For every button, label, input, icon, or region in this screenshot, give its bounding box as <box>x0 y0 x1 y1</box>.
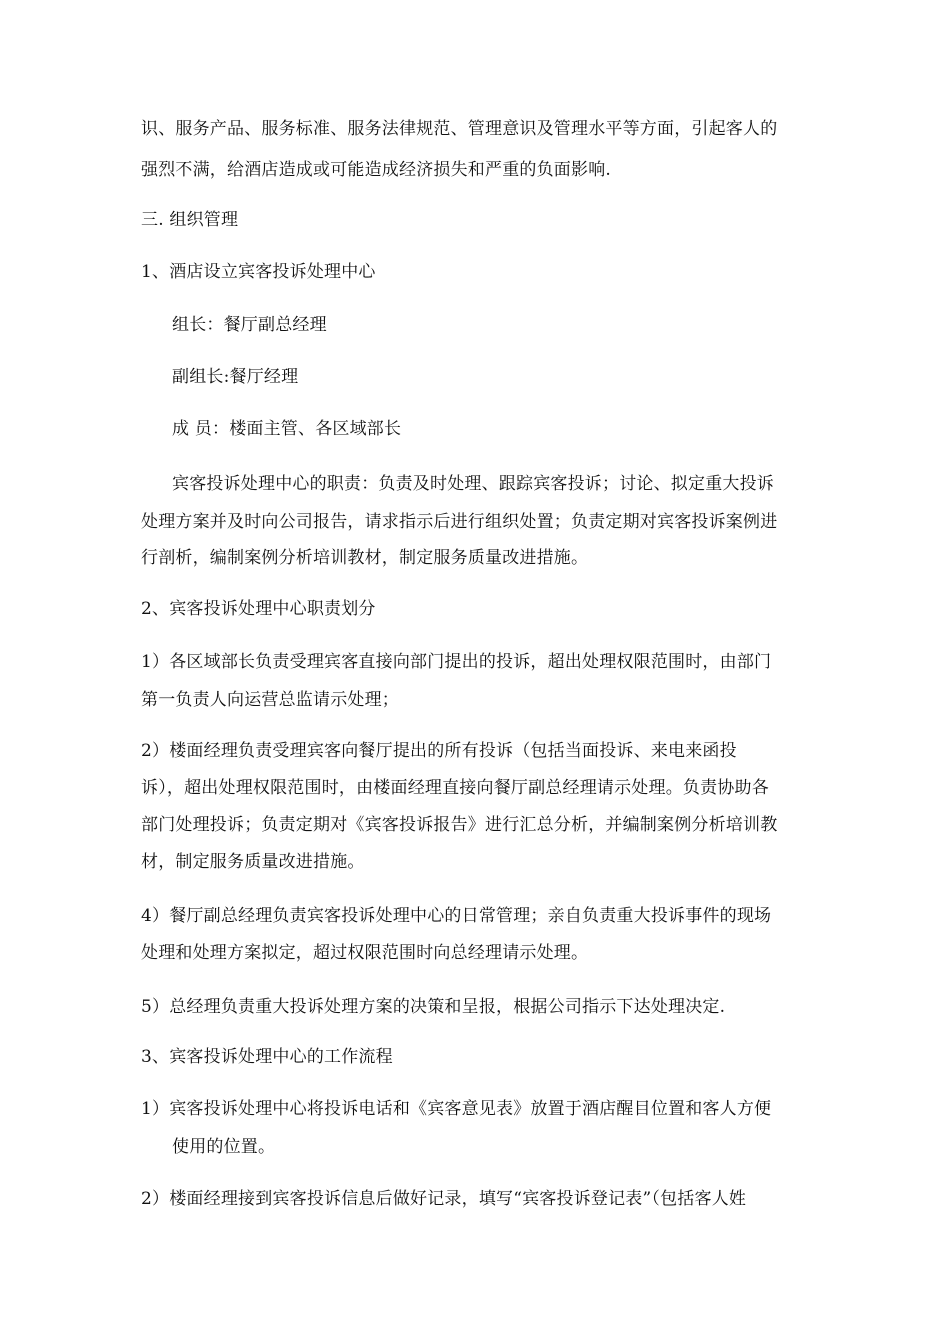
text-line: 第一负责人向运营总监请示处理； <box>141 690 399 710</box>
text-line: 处理方案并及时向公司报告，请求指示后进行组织处置；负责定期对宾客投诉案例进 <box>141 512 778 532</box>
text-line: 2）楼面经理接到宾客投诉信息后做好记录，填写“宾客投诉登记表”（包括客人姓 <box>141 1189 747 1209</box>
subsection-heading: 1、酒店设立宾客投诉处理中心 <box>141 262 376 282</box>
text-line: 5）总经理负责重大投诉处理方案的决策和呈报，根据公司指示下达处理决定. <box>141 997 726 1017</box>
text-line: 4）餐厅副总经理负责宾客投诉处理中心的日常管理；亲自负责重大投诉事件的现场 <box>141 906 772 926</box>
text-line: 强烈不满，给酒店造成或可能造成经济损失和严重的负面影响. <box>141 160 612 180</box>
subsection-heading: 2、宾客投诉处理中心职责划分 <box>141 599 376 619</box>
text-line: 宾客投诉处理中心的职责：负责及时处理、跟踪宾客投诉；讨论、拟定重大投诉 <box>172 474 774 494</box>
text-line: 1）宾客投诉处理中心将投诉电话和《宾客意见表》放置于酒店醒目位置和客人方便 <box>141 1099 772 1119</box>
text-line: 使用的位置。 <box>172 1137 276 1157</box>
text-line: 2）楼面经理负责受理宾客向餐厅提出的所有投诉（包括当面投诉、来电来函投 <box>141 741 737 761</box>
text-line: 材，制定服务质量改进措施。 <box>141 852 365 872</box>
text-line: 1）各区域部长负责受理宾客直接向部门提出的投诉，超出处理权限范围时，由部门 <box>141 652 772 672</box>
text-line: 处理和处理方案拟定，超过权限范围时向总经理请示处理。 <box>141 943 589 963</box>
section-heading: 三. 组织管理 <box>141 210 239 230</box>
text-line: 组长：餐厅副总经理 <box>172 315 327 335</box>
text-line: 诉），超出处理权限范围时，由楼面经理直接向餐厅副总经理请示处理。负责协助各 <box>141 778 769 798</box>
text-line: 部门处理投诉；负责定期对《宾客投诉报告》进行汇总分析，并编制案例分析培训教 <box>141 815 778 835</box>
text-line: 成 员：楼面主管、各区域部长 <box>172 419 402 439</box>
subsection-heading: 3、宾客投诉处理中心的工作流程 <box>141 1047 393 1067</box>
text-line: 识、服务产品、服务标准、服务法律规范、管理意识及管理水平等方面，引起客人的 <box>141 119 778 139</box>
text-line: 副组长:餐厅经理 <box>172 367 299 387</box>
text-line: 行剖析，编制案例分析培训教材，制定服务质量改进措施。 <box>141 548 589 568</box>
